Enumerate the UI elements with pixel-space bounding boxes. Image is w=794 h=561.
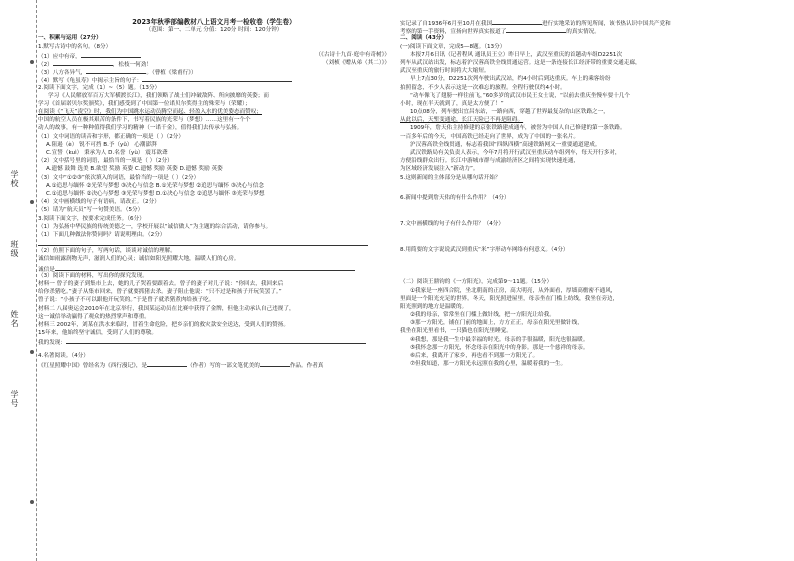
article-line: 小时，现在半天就到了，真是太方便了！” — [400, 100, 504, 107]
passage-line: 动人的故事，有一种种值得我们学习的精神（一诺千金），值得我们去传承与弘扬。 — [38, 125, 243, 132]
material-line: 15年来，他始终坚守诚信，受到了人们的尊敬。 — [38, 330, 157, 337]
article-line: 一百多年后的今天，中国高铁已经走向了世界，成为了中国的一张名片。 — [400, 133, 580, 140]
article-line: 武汉铁路局有关负责人表示，今年7月将开行武汉至重庆动车组列车，每天开行多对， — [410, 150, 621, 156]
question-1-2: （2） ，松枝一何劲！ （刘桢《赠从弟（其二）》） — [38, 59, 390, 68]
essay-line: 里面是一个阳光充足的世界。冬天，阳光照进屋里，母亲坐在门槛上纺线，我坐在旁边， — [400, 295, 619, 302]
left-column — [38, 18, 390, 368]
option-line: A.阻遏（è） 锐不可挡 B.予（yǔ） 心潮澎湃 — [46, 141, 157, 148]
answer-blank[interactable] — [142, 75, 292, 82]
question-2-4: （4）文中画横线的句子有语病，请改正。（2分） — [38, 199, 160, 206]
answer-blank[interactable] — [66, 337, 366, 344]
article-line: 从此以后，天堑变通途，长江天险已不再是阻碍。 — [400, 117, 524, 124]
margin-label-number: 学号 — [10, 390, 19, 408]
article-line: “动车像飞了翅膀一样往前飞，”60多岁的武汉市民王女士说，“以前去重庆坐慢车要十几个 — [410, 92, 630, 99]
option-line: A.遗憾 鼓舞 选美 B.欲望 奖励 英姿 C.遗憾 奖励 英姿 D.遗憾 奖励 英姿 — [46, 166, 223, 173]
material-line: 曾子说：“小孩子不可以跟他开玩笑的。”于是曾子就杀猪煮肉给孩子吃。 — [38, 297, 215, 304]
question-5: 5.这则新闻的主体部分是从哪句话开始？ — [400, 174, 501, 181]
option-line: C.宣誓（kuì） 秉承为人 D.名誉（yù） 震耳欲聋 — [46, 150, 168, 156]
binding-dot — [30, 500, 34, 504]
question-8: 8.用简要的文字说说武汉到重庆“米”字形动车网络有何意义。（4分） — [400, 247, 569, 254]
question-3-2: （2）仿照下面的句子，写两句话，谈谈对诚信的理解。 — [38, 248, 176, 255]
passage-line: 学习《人民解放军百万大军横渡长江》，我们领略了战士们冲破敌阵、所向披靡的英姿；而 — [48, 92, 269, 99]
finding-line: 我的发现： — [38, 337, 390, 345]
question-6: 6.新闻中提到詹天佑的有什么作用？（4分） — [400, 194, 510, 201]
material-line: 材料三 2002年，刘某在洪水来临时，冒着生命危险，把乡亲们的救灾款安全送达，受到人们的赞扬。 — [38, 321, 289, 328]
margin-label-name: 姓名 — [10, 310, 19, 328]
question-2-1: （1）文中词语的读音和字形，都正确的一项是（ ）（2分） — [38, 133, 184, 140]
answer-line[interactable] — [38, 239, 368, 246]
question-3: 3.阅读下面文字，按要求完成任务。（6分） — [38, 215, 145, 222]
answer-blank[interactable] — [55, 264, 355, 271]
question-2-2: （2）文中括号里的词语，最恰当的一项是（ ）（2分） — [38, 158, 173, 165]
question-1: 1.默写古诗中的名句。（8分） — [38, 43, 112, 50]
answer-blank[interactable] — [86, 67, 146, 74]
question-2: 2.阅读下面文字，完成（1）~（5）题。（13分） — [38, 84, 161, 91]
passage-line: 中国的航空人员在极其艰苦的条件下，书写着民族的光荣与（梦想）……这里有一个个 — [38, 117, 251, 124]
question-1-3: （3）八方各异气， 。（曹植《梁甫行》） — [38, 67, 390, 75]
binding-dot — [30, 200, 34, 204]
passage-line: 学习《首届诺贝尔奖颁奖》，我们感受到了中国第一位诺贝尔奖得主的殊荣与（荣耀）； — [38, 100, 251, 107]
continuation-line: 考察的第一手资料，宣扬向世界真实报道了 的真实情况。 — [400, 26, 784, 34]
article-line: 列车从武汉站出发，标志着沪汉蓉高铁全线贯通运营。这是一条连接长江经济带的重要交通走廊， — [400, 59, 641, 66]
answer-blank[interactable] — [492, 18, 542, 25]
question-4: 4.名著阅读。（4分） — [38, 352, 89, 359]
article-line: 为区域经济发展注入“新动力”。 — [400, 166, 479, 173]
essay-line: 我坐在阳光里看书，一只猫也在阳光里睡觉。 — [400, 328, 512, 335]
answer-blank[interactable] — [506, 26, 566, 33]
article-line: 1909年，詹天佑主持修建的京张铁路建成通车，被誉为中国人自己修建的第一条铁路。 — [410, 125, 626, 132]
article-line: 沪汉蓉高铁全线贯通，标志着我国“四纵四横”高速铁路网又一重要通道建成。 — [410, 141, 601, 148]
passage-line: 在阅读《“飞天”凌空》时，我们为中国跳水运动员腾空而起、轻盈入水的优美姿态而赞叹； — [38, 109, 262, 116]
answer-blank[interactable] — [147, 360, 187, 367]
answer-blank[interactable] — [53, 59, 113, 66]
article-line: 拍照留念，不少人表示这是一次难忘的旅程。全程行驶仅约4小时。 — [400, 84, 566, 91]
article-line: 方便沿线群众出行。长江中游城市群与成渝经济区之间将实现快速连通， — [400, 158, 580, 165]
essay-line: ⑥后来，我离开了家乡，再也看不到那一方阳光了。 — [410, 353, 539, 359]
binding-margin — [0, 0, 37, 561]
question-2-5: （5）请为“航天员”写一句赞美语。（5分） — [38, 207, 144, 214]
article-line: 早上7点30分，D2251次列车驶出武汉站，约4小时后到达重庆。车上的乘客纷纷 — [410, 76, 611, 83]
exam-subtitle: （范围：第一、二单元 分值：120分 时间：120分钟） — [145, 27, 283, 34]
binding-dot — [30, 350, 34, 354]
question-4-text: 《红星照耀中国》曾经名为《西行漫记》，是 （作者）写的一部文笔优美的 作品。作者真 — [38, 360, 390, 368]
material-line: 给你杀猪吃。”妻子从集市回来，曾子就要抓猪去杀。妻子阻止他说：“只不过是和孩子开玩笑罢了。” — [38, 289, 282, 296]
question-3-3: （3）阅读下面的材料，写出你的探究发现。 — [38, 272, 148, 279]
material-line: 材料一 曾子的妻子到集市上去，她的儿子哭着要跟着去。曾子的妻子对儿子说：“你回去，我回来后 — [38, 281, 284, 287]
question-2-3: （3）文中“①②③”依次填入的词语，最恰当的一项是（ ）（2分） — [38, 174, 200, 181]
part-1-heading: (一)阅读下面文章，完成5—8题。（13分） — [400, 43, 506, 50]
question-3-2-answer: 诚信是 — [38, 264, 390, 272]
right-column — [400, 18, 784, 368]
question-3-2-example: 诚信如雨露润物无声，滋润人们的心灵；诚信如阳光照耀大地，温暖人们的心房。 — [38, 256, 240, 263]
essay-line: 阳光照到的地方是温暖的。 — [400, 303, 468, 310]
margin-label-school: 学校 — [10, 170, 19, 188]
continuation-line: 实记录了自1936年6月至10月在我国 进行实地采访的所见所闻，该书热认识中国共产党和 — [400, 18, 784, 26]
answer-blank[interactable] — [260, 360, 290, 367]
article-line: 10点08分，列车驶出宜昌东站，一路向西，穿越了世界最复杂的山区铁路之一， — [410, 109, 609, 116]
exam-title: 2023年秋季部编教材八上语文月考一检收卷（学生卷） — [132, 18, 296, 26]
part-2-heading: （二）阅读王鼎钧的《一方阳光》，完成第9～11题。（15分） — [400, 279, 553, 286]
question-7: 7.文中画横线的句子有什么作用？（4分） — [400, 220, 504, 227]
article-line: 本报7月6日讯（记者程风 通讯员王立）昨日早上，武汉至重庆的首趟动车组D2251次 — [410, 51, 623, 58]
essay-line: ⑦但我知道，那一方阳光永远照在我的心里，温暖着我的一生。 — [410, 361, 567, 368]
section-2-heading: 二、阅读（43分） — [400, 35, 447, 42]
essay-line: ⑤我怀念那一方阳光，怀念母亲在阳光中的身影。那是一个慈祥的母亲。 — [410, 344, 589, 351]
essay-line: ④我想，那是我一生中最幸福的时光。母亲的手很温暖，阳光也很温暖。 — [410, 336, 589, 343]
question-3-1: （1）下面几种做法你赞同吗？请说明理由。（2分） — [38, 231, 166, 238]
question-3-intro: （1）为弘扬中华民族的传统美德之一，学校开展以“诚信做人”为主题的综合活动，请你参与。 — [38, 223, 272, 230]
material-line: 材料二 八届奥运会2010年在北京举行，我国某运动员在比赛中获得了金牌，但他主动承认自己违规了， — [38, 305, 295, 312]
answer-blank[interactable] — [81, 51, 141, 58]
option-line: A.①追思与缅怀 ②光荣与梦想 ③决心与信念 B.①光荣与梦想 ②追思与缅怀 ③决心与信念 — [46, 182, 264, 189]
question-1-4: （4）默写《龟虽寿》中揭示主旨的句子： — [38, 75, 390, 83]
question-1-1: （1）应中有帝， （《古诗十九首·庭中有奇树》） — [38, 51, 390, 59]
article-line: 武汉至重庆的旅行时间将大大缩短。 — [400, 68, 490, 75]
essay-line: ①我家是一座四合院，坐北朝南的正房，高大明亮，从外面看，厚墙高檐密不通风， — [410, 287, 617, 294]
essay-line: ③那一方阳光，铺在门前的地面上，方方正正，母亲在阳光里做针线， — [410, 320, 583, 327]
margin-label-class: 班级 — [10, 240, 19, 258]
material-line: 这一诚信举动赢得了观众的热烈掌声和尊重。 — [38, 313, 150, 320]
binding-dot — [30, 60, 34, 64]
section-1-heading: 一、积累与运用（27分） — [38, 35, 102, 42]
option-line: C.①追思与缅怀 ②决心与梦想 ③光荣与梦想 D.①决心与信念 ②追思与缅怀 ③光荣与梦想 — [46, 190, 265, 197]
essay-line: ②我的母亲，常常坐在门槛上做针线，把一方阳光让给我。 — [410, 312, 555, 319]
